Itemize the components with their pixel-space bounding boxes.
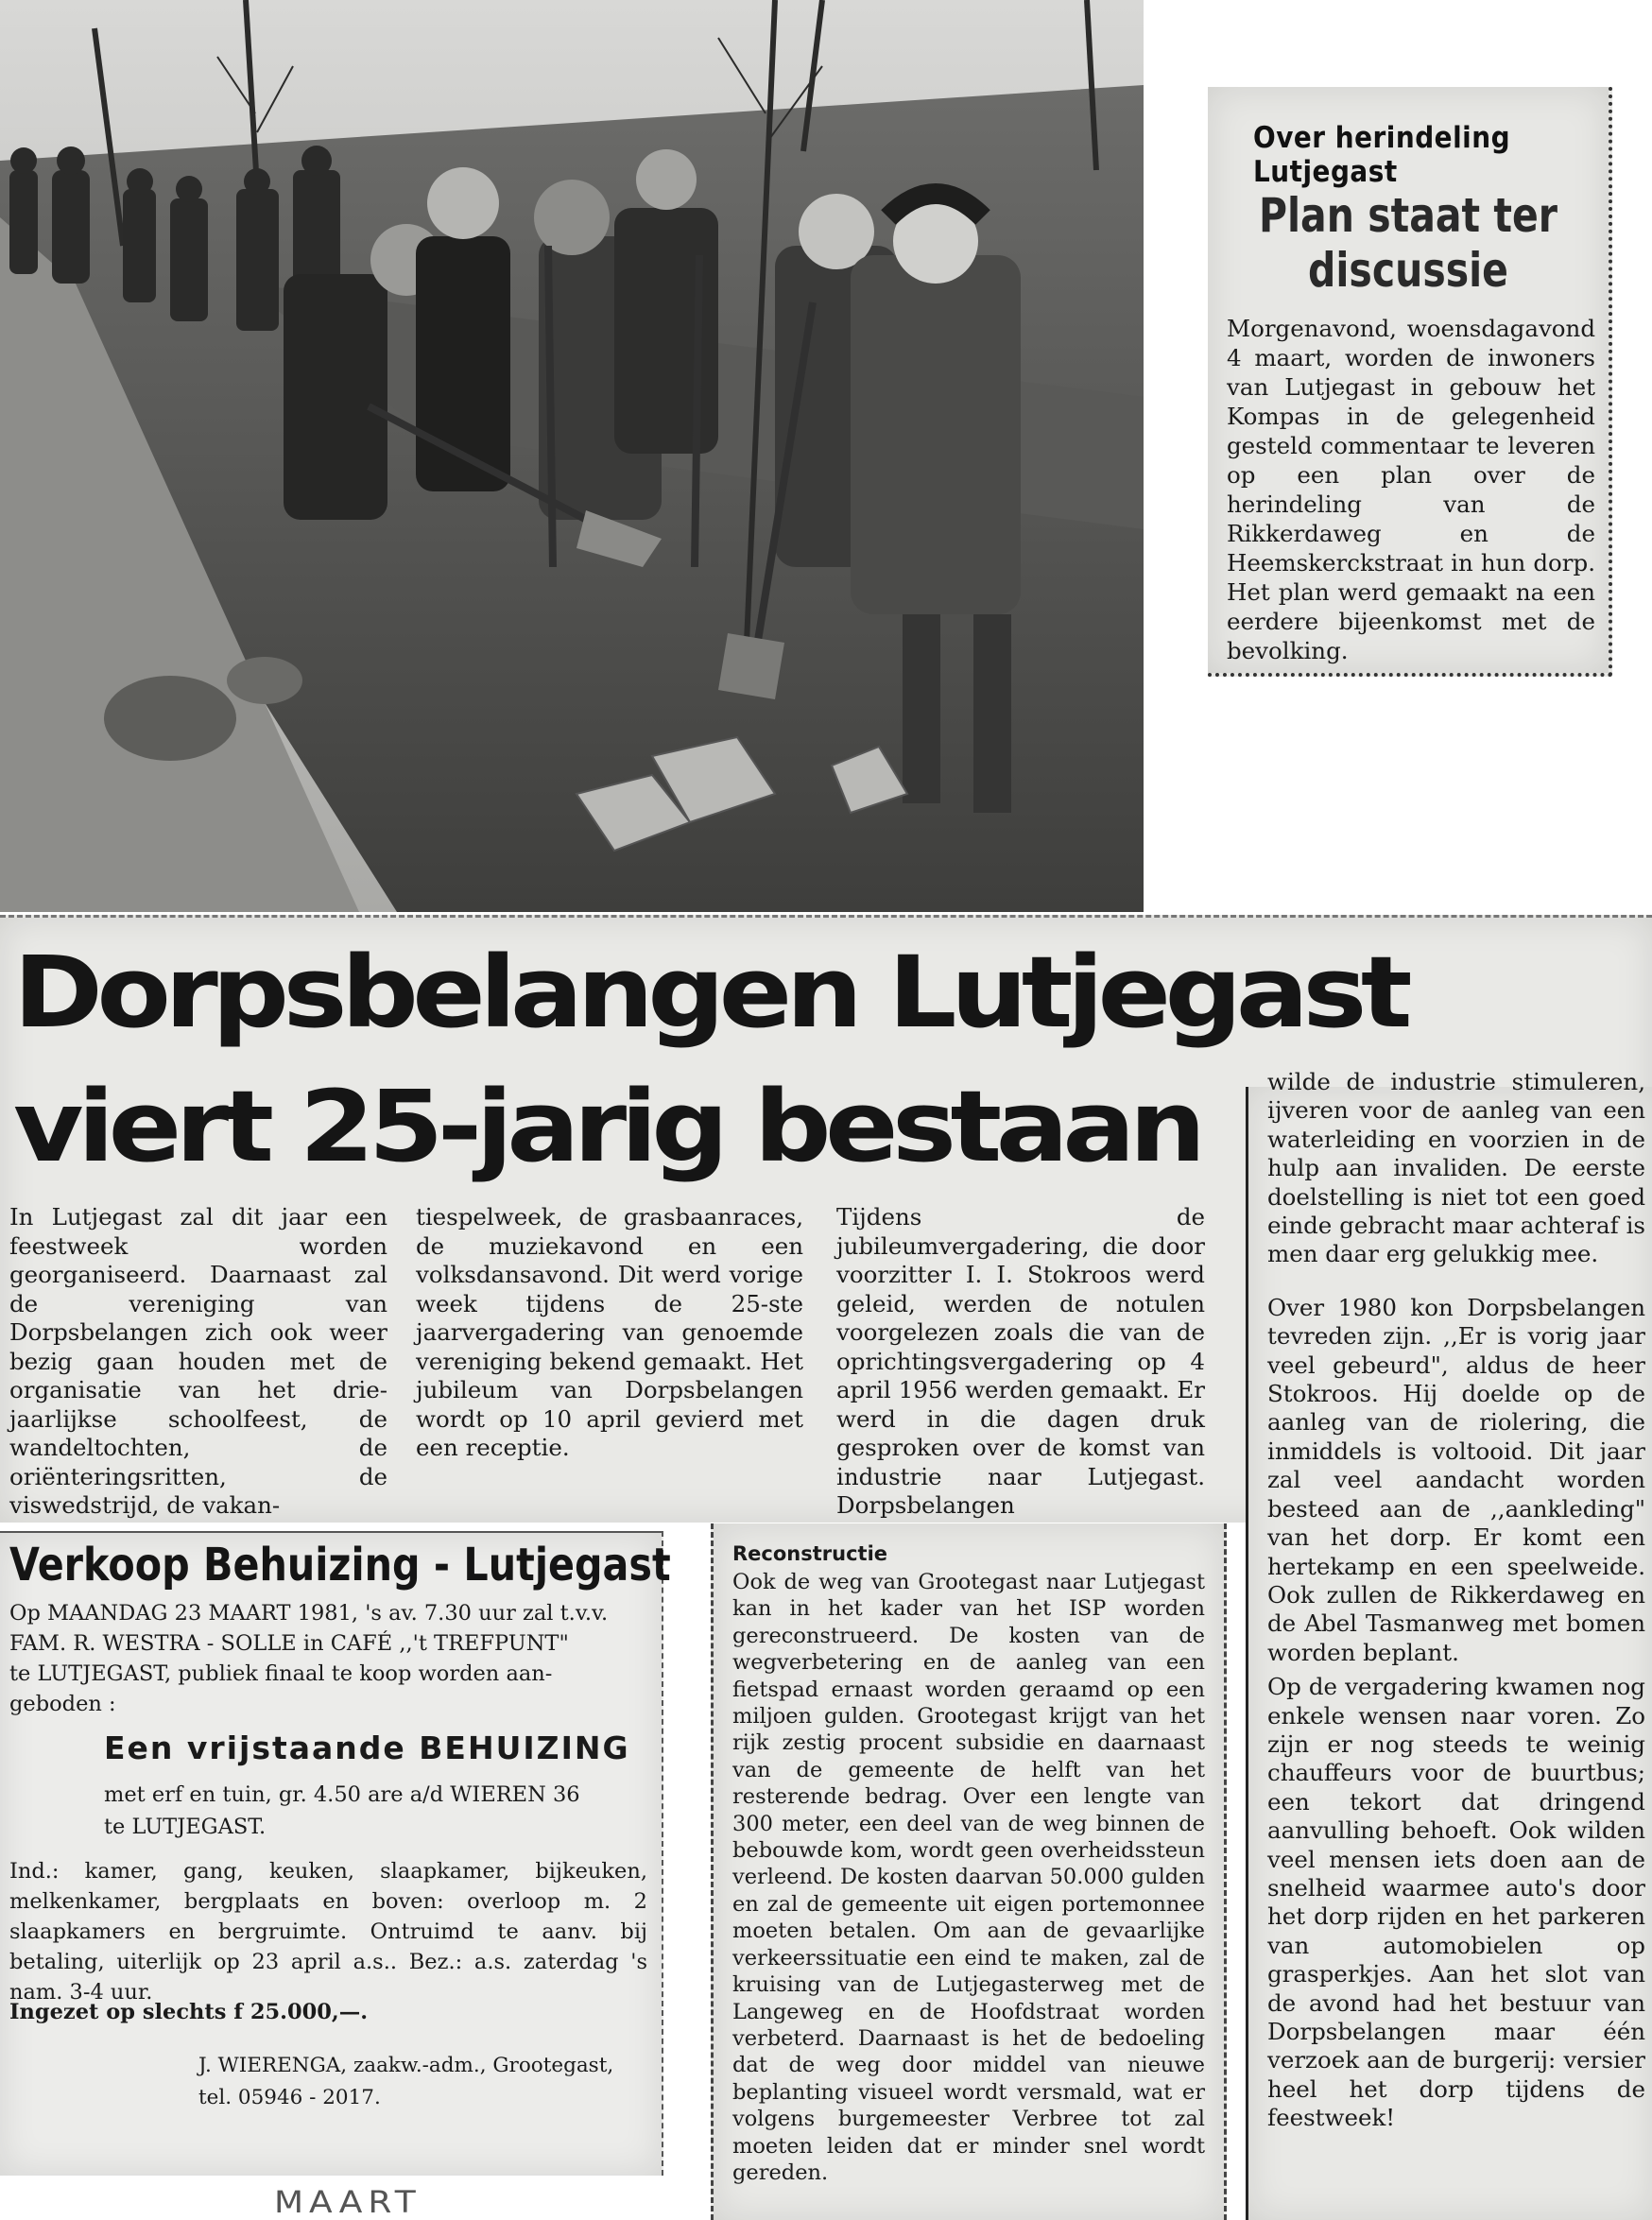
article-column-2: tiespelweek, de grasbaanraces, de muziekavond en een volksdansavond. Dit werd vorige week tijdens de 25-ste jaarvergadering van genoemde vereniging bekend gemaakt. Het jubileum van Dorpsbelangen wordt op 10 april gevierd met een receptie. [416, 1203, 803, 1461]
article-column-3: Tijdens de jubileumvergadering, die door voorzitter I. I. Stokroos werd geleid, werden de notulen voorgelezen zoals die van de oprichtingsvergadering op 4 april 1956 werden gemaakt. Er werd in die dagen druk gesproken over de komst van industrie naar Lutjegast. Dorpsbelangen [836, 1203, 1205, 1519]
advertisement [0, 1531, 671, 2176]
sidebar-headline-line2: discussie [1308, 243, 1508, 298]
ad-title: Verkoop Behuizing - Lutjegast [9, 1539, 671, 1592]
sidebar-kicker: Over herindeling Lutjegast [1253, 121, 1511, 189]
sidebar-article [1208, 87, 1612, 677]
reconstructie-article [711, 1523, 1227, 2220]
ad-line-3: te LUTJEGAST, publiek finaal te koop worden aan- [9, 1661, 553, 1686]
photo-children-planting-trees-icon [0, 0, 1144, 912]
ad-headline: Een vrijstaande BEHUIZING [104, 1730, 630, 1766]
reconstructie-heading: Reconstructie [732, 1542, 888, 1565]
main-headline-line1: Dorpsbelangen Lutjegast [13, 935, 1406, 1050]
ad-description: Ind.: kamer, gang, keuken, slaapkamer, bijkeuken, melkenkamer, bergplaats en boven: overloop m. 2 slaapkamers en bergruimte. Ontruimd te aanv. bij betaling, uiterlijk op 23 april a.s.. Bez.: a.s. zaterdag 's nam. 3-4 uur. [9, 1859, 647, 2005]
sidebar-body: Morgenavond, woensdagavond 4 maart, worden de inwoners van Lutjegast in gebouw het Kompas in de gelegenheid gesteld commentaar te leveren op een plan over de herindeling van de Rikkerdaweg en de Heemskerckstraat in hun dorp. Het plan werd gemaakt na een eerdere bijeenkomst met de bevolking. [1227, 315, 1595, 664]
ad-line-1: Op MAANDAG 23 MAART 1981, 's av. 7.30 uur zal t.v.v. [9, 1601, 609, 1626]
ad-signature-1: J. WIERENGA, zaakw.-adm., Grootegast, [198, 2054, 614, 2077]
article-column-4-para-1: wilde de industrie stimuleren, ijveren voor de aanleg van een waterleiding en voorzien in de hulp aan invaliden. De eerste doelstelling is niet tot een goed einde gebracht maar achteraf is men daar erg gelukkig mee. [1267, 1068, 1645, 1268]
ad-price: Ingezet op slechts f 25.000,—. [9, 2000, 369, 2024]
ad-address-2: te LUTJEGAST. [104, 1815, 267, 1839]
reconstructie-body: Ook de weg van Grootegast naar Lutjegast kan in het kader van het ISP worden gereconstrueerd. De kosten van de wegverbetering en de aanleg van een fietspad ernaast worden geraamd op een miljoen gulden. Grootegast krijgt van het rijk zestig procent subsidie en daarnaast van de gemeente de helft van het resterende bedrag. Over een lengte van 300 meter, een deel van de weg binnen de bebouwde kom, wordt geen overheidssteun verleend. De kosten daarvan 50.000 gulden en zal de gemeente uit eigen portemonnee moeten betalen. Om aan de gevaarlijke verkeerssituatie een eind te maken, zal de kruising van de Lutjegasterweg met de Langeweg en de Hoofdstraat worden verbeterd. Daarnaast is het de bedoeling dat de weg door middel van nieuwe beplanting visueel wordt versmald, wat er volgens burgemeester Verbree tot zal moeten leiden dat er minder snel wordt gereden. [732, 1570, 1205, 2185]
ad-line-2: FAM. R. WESTRA - SOLLE in CAFÉ ,,'t TREFPUNT" [9, 1631, 569, 1656]
article-column-4-para-2: Over 1980 kon Dorpsbelangen tevreden zijn. ,,Er is vorig jaar veel gebeurd", aldus de heer Stokroos. Hij doelde op de aanleg van de riolering, die inmiddels is voltooid. Dit jaar zal veel aandacht worden besteed aan de ,,aankleding" van het dorp. Er komt een hertekamp en een speelweide. Ook zullen de Rikkerdaweg en de Abel Tasmanweg met bomen worden beplant. [1267, 1293, 1645, 1666]
main-headline-line2: viert 25-jarig bestaan [13, 1069, 1200, 1184]
ad-signature-2: tel. 05946 - 2017. [198, 2086, 381, 2109]
handwritten-note: MAART [274, 2185, 422, 2220]
news-photo [0, 0, 1144, 912]
ad-line-4: geboden : [9, 1692, 116, 1716]
article-column-1: In Lutjegast zal dit jaar een feestweek worden georganiseerd. Daarnaast zal de vereniging van Dorpsbelangen zich ook weer bezig gaan houden met de organisatie van het drie-jaarlijkse schoolfeest, de wandeltochten, de oriënteringsritten, de viswedstrijd, de vakan- [9, 1203, 387, 1519]
article-column-4-para-3: Op de vergadering kwamen nog enkele wensen naar voren. Zo zijn er nog steeds te weinig chauffeurs voor de buurtbus; een tekort dat dringend aanvulling behoeft. Ook wilden veel mensen iets doen aan de snelheid waarmee auto's door het dorp rijden en het parkeren van automobielen op grasperkjes. Aan het slot van de avond had het bestuur van Dorpsbelangen maar één verzoek aan de burgerij: versier heel het dorp tijdens de feestweek! [1267, 1673, 1645, 2132]
ad-address-1: met erf en tuin, gr. 4.50 are a/d WIEREN 36 [104, 1782, 580, 1807]
sidebar-headline-line1: Plan staat ter [1258, 188, 1558, 243]
article-column-4 [1246, 1068, 1652, 2220]
